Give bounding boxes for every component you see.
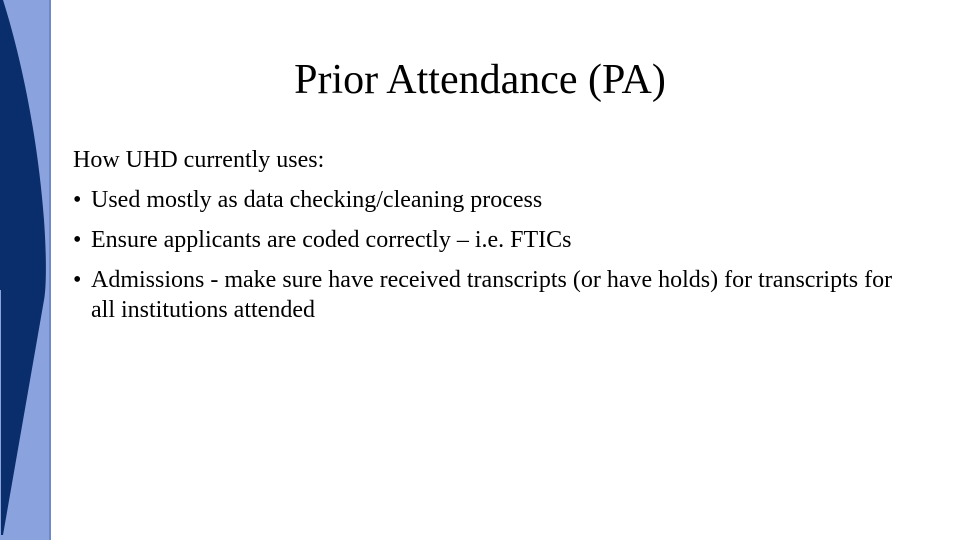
intro-text: How UHD currently uses: — [73, 147, 325, 173]
slide-body — [73, 145, 893, 335]
slide-title — [0, 54, 960, 106]
bullet-item — [73, 225, 893, 255]
bullet-text: Admissions - make sure have received transcripts (or have holds) for transcripts for all institutions attended — [91, 267, 893, 323]
slide-title-text: Prior Attendance (PA) — [294, 57, 666, 103]
bullet-icon: • — [73, 227, 82, 253]
bullet-text: Used mostly as data checking/cleaning process — [91, 187, 543, 213]
bullet-list — [73, 185, 893, 325]
bullet-item — [73, 185, 893, 215]
bullet-icon: • — [73, 267, 82, 293]
bullet-icon: • — [73, 187, 82, 213]
bullet-text: Ensure applicants are coded correctly – i.e. FTICs — [91, 227, 572, 253]
bullet-item — [73, 265, 893, 325]
